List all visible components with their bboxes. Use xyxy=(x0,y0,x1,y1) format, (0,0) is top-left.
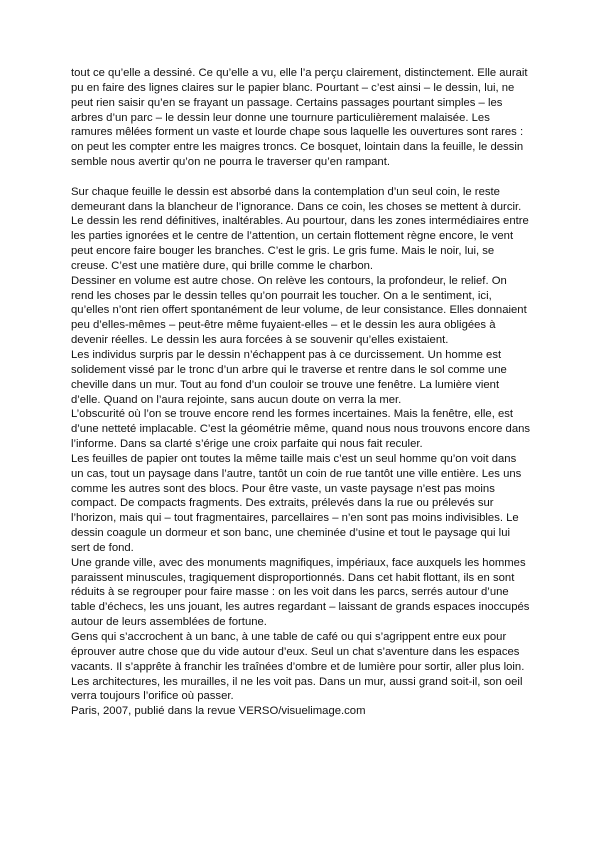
paragraph-8: Gens qui s’accrochent à un banc, à une table de café ou qui s’agrippent entre eux pour éprouver autre chose que du vide autour d’eux. Seul un chat s’aventure dans les espaces vacants. Il s’apprête à franchir les traînées d’ombre et de lumière pour sortir, aller plus loin. Les architectures, les murailles, il ne les voit pas. Dans un mur, aussi grand soit-il, son oeil verra toujours l’orifice où passer. xyxy=(71,631,525,703)
paragraph-2: Sur chaque feuille le dessin est absorbé dans la contemplation d’un seul coin, le reste demeurant dans la blancheur de l’ignorance. Dans ce coin, les choses se mettent à durcir. Le dessin les rend définitives, inaltérables. Au pourtour, dans les zones intermédiaires entre les parties ignorées et le centre de l’attention, un certain flottement règne encore, le vent peut encore faire bouger les branches. C’est le gris. Le gris fume. Mais le noir, lui, se creuse. C’est une matière dure, qui brille comme le charbon. xyxy=(71,185,529,272)
paragraph-4: Les individus surpris par le dessin n’échappent pas à ce durcissement. Un homme est solidement vissé par le tronc d’un arbre qui le traverse et rentre dans le sol comme une cheville dans un mur. Tout au fond d’un couloir se trouve une fenêtre. La lumière vient d’elle. Quand on l’aura rejointe, sans aucun doute on verra la mer. xyxy=(71,348,507,406)
paragraph-7: Une grande ville, avec des monuments magnifiques, impériaux, face auxquels les hommes paraissent minuscules, tragiquement disproportionnés. Dans cet habit flottant, ils en sont réduits à se regrouper pour faire masse : on les voit dans les parcs, serrés autour d’une table d’échecs, les uns jouant, les autres regardant – laissant de grands espaces inoccupés autour de leurs assemblées de fortune. xyxy=(71,556,530,629)
paragraph-3: Dessiner en volume est autre chose. On relève les contours, la profondeur, le relief. On rend les choses par le dessin telles qu’on pourrait les toucher. On a le sentiment, ici, qu’elles n’ont rien offert spontanément de leur volume, de leur consistance. Elles donnaient peu d’elles-mêmes – peut-être même fuyaient-elles – et le dessin les aura obligées à devenir réelles. Le dessin les aura forcées à se souvenir qu’elles existaient. xyxy=(71,274,527,347)
paragraph-1: tout ce qu’elle a dessiné. Ce qu’elle a vu, elle l’a perçu clairement, distinctement. Elle aurait pu en faire des lignes claires sur le papier blanc. Pourtant – c’est ainsi – le dessin, lui, ne peut rien saisir qu’en se frayant un passage. Certains passages pourtant simples – les arbres d’un parc – le dessin leur donne une tournure particulièrement malaisée. Les ramures mêlées forment un vaste et lourde chape sous laquelle les ouvertures sont rares : on peut les compter entre les maigres troncs. Ce bosquet, lointain dans la feuille, le dessin semble nous avertir qu’on ne pourra le traverser qu’en rampant. xyxy=(71,67,528,169)
paragraph-6: Les feuilles de papier ont toutes la même taille mais c’est un seul homme qu’on voit dans un cas, tout un paysage dans l’autre, tantôt un coin de rue tantôt une ville entière. Les uns comme les autres sont des blocs. Pour être vaste, un vaste paysage n’est pas moins compact. De compacts fragments. Des extraits, prélevés dans la rue ou prélevés sur l’horizon, mais qui – tout fragmentaires, parcellaires – n’en sont pas moins indivisibles. Le dessin coagule un dormeur et son banc, une cheminée d’usine et tout le paysage qui lui sert de fond. xyxy=(71,452,522,554)
document-footer: Paris, 2007, publié dans la revue VERSO/visuelimage.com xyxy=(71,705,366,718)
document-body xyxy=(71,66,531,719)
paragraph-5: L’obscurité où l’on se trouve encore rend les formes incertaines. Mais la fenêtre, elle, est d’une netteté implacable. C’est la géométrie même, quand nous nous trouvons encore dans l’informe. Dans sa clarté s’érige une croix parfaite qui nous fait reculer. xyxy=(71,408,531,451)
paragraph-gap xyxy=(71,170,531,185)
